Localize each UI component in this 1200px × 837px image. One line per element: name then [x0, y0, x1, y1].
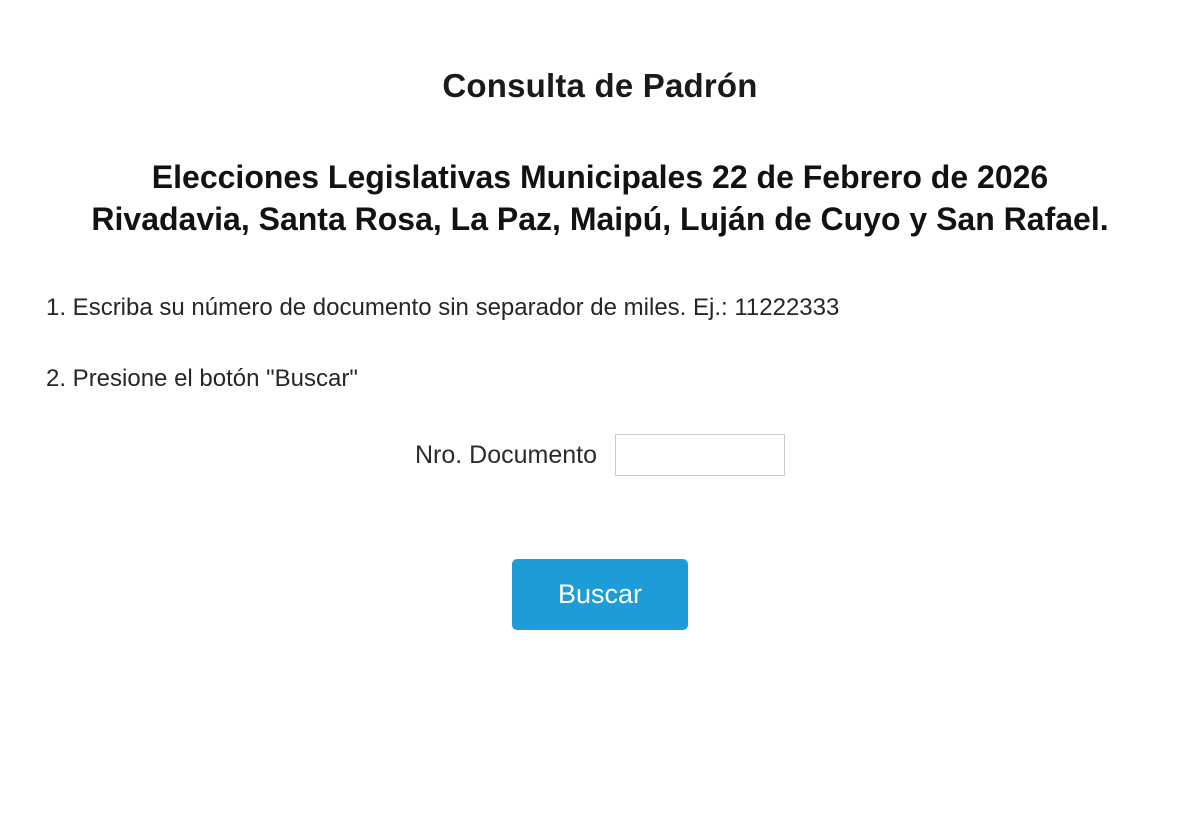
election-subtitle-line-2: Rivadavia, Santa Rosa, La Paz, Maipú, Luján de Cuyo y San Rafael.	[91, 200, 1109, 237]
election-subtitle	[40, 156, 1160, 240]
submit-row	[0, 559, 1200, 630]
instructions-list	[46, 292, 1200, 394]
document-number-label: Nro. Documento	[414, 440, 598, 469]
page-title: Consulta de Padrón	[442, 67, 758, 104]
instruction-step-1: 1. Escriba su número de documento sin separador de miles. Ej.: 11222333	[46, 294, 840, 322]
document-field-row	[0, 434, 1200, 476]
election-subtitle-line-1: Elecciones Legislativas Municipales 22 de Febrero de 2026	[151, 158, 1049, 195]
instruction-step-2: 2. Presione el botón "Buscar"	[46, 365, 358, 393]
consulta-padron-page	[0, 66, 1200, 837]
document-number-input[interactable]	[615, 434, 785, 476]
search-button[interactable]: Buscar	[512, 559, 688, 630]
